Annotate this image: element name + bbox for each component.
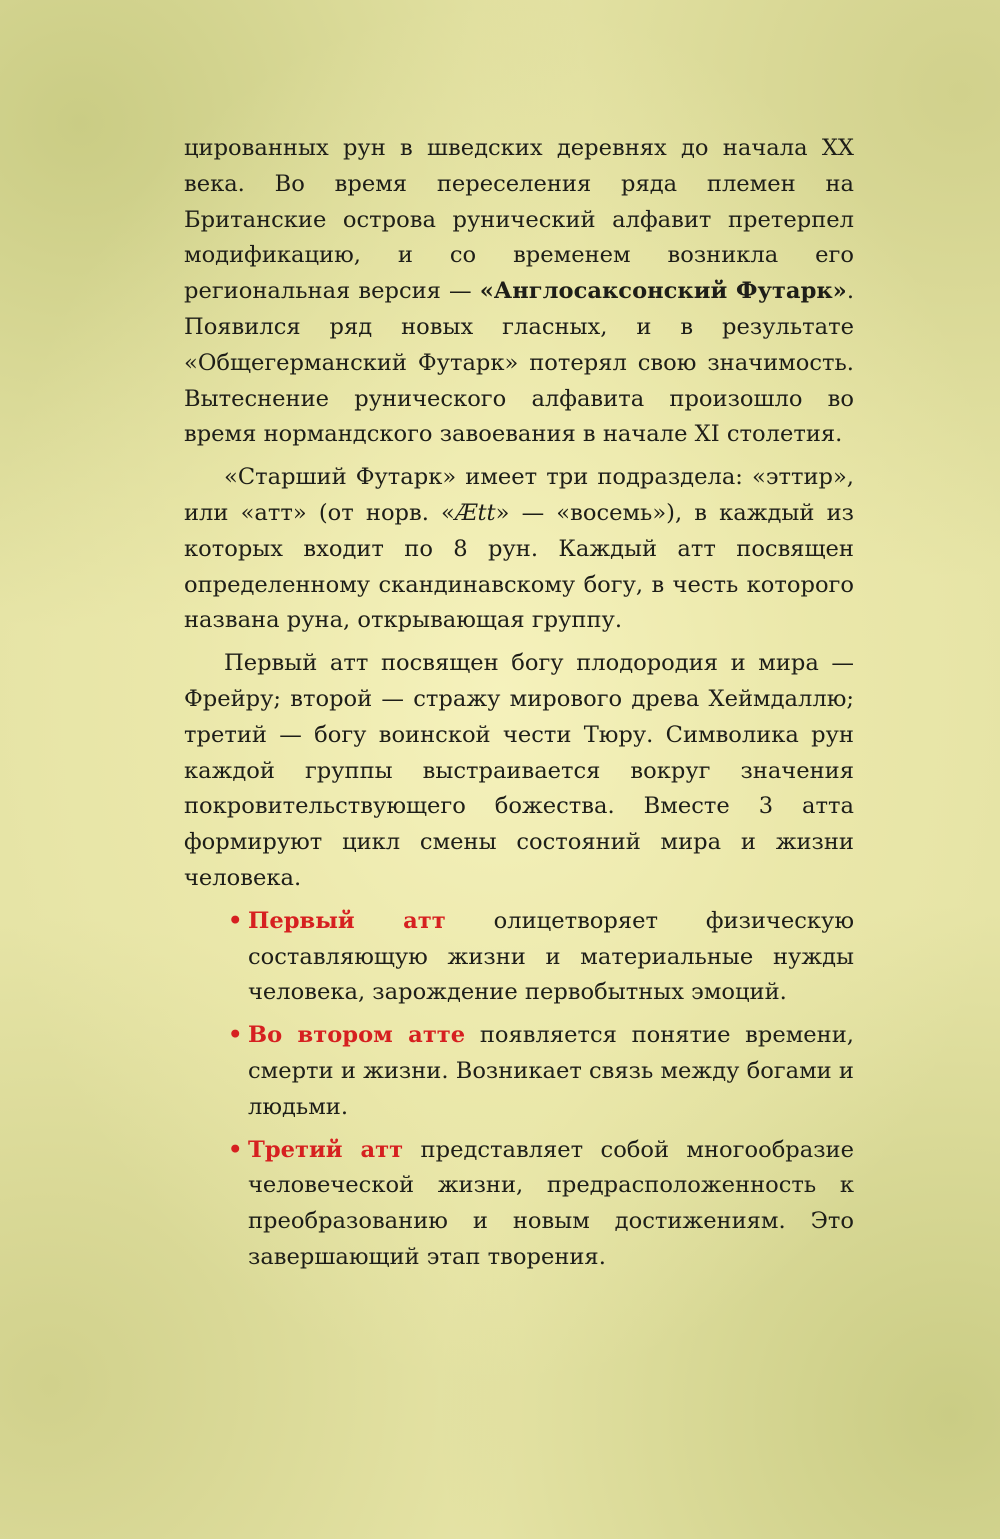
paragraph-2-text-a: «Старший Футарк» имеет три подраздела: «эттир», или «атт» (от норв. « (184, 464, 854, 526)
list-item-term: Во втором атте (248, 1022, 466, 1049)
paragraph-2-text-b: » — «восемь»), в каждый из которых входит по 8 рун. Каждый атт посвящен определенному скандинавскому богу, в честь которого названа руна, открывающая группу. (184, 499, 854, 634)
list-item (184, 1018, 854, 1125)
list-item-text: появляется понятие времени, смерти и жизни. Возникает связь между богами и людьми. (248, 1022, 854, 1120)
paragraph-1 (184, 131, 854, 453)
paragraph-1-text-a: цированных рун в шведских деревнях до начала XX века. Во время переселения ряда племен на Британские острова рунический алфавит претерпел модификацию, и со временем возникла его региональная версия — (184, 135, 854, 305)
list-item-term: Третий атт (248, 1136, 404, 1163)
paragraph-1-text-b: . Появился ряд новых гласных, и в результате «Общегерманский Футарк» потерял свою значимость. Вытеснение рунического алфавита произошло во время нормандского завоевания в начале XI столетия. (184, 278, 854, 448)
list-item-text: представляет собой многообразие человеческой жизни, предрасположенность к преобразованию и новым достижениям. Это завершающий этап творения. (248, 1136, 854, 1270)
bullet-icon: • (228, 907, 243, 934)
paragraph-3-text: Первый атт посвящен богу плодородия и мира — Фрейру; второй — стражу мирового древа Хеймдаллю; третий — богу воинской чести Тюру. Символика рун каждой группы выстраивается вокруг значения покровительствующего божества. Вместе 3 атта формируют цикл смены состояний мира и жизни человека. (184, 650, 854, 891)
list-item (184, 904, 854, 1011)
paragraph-2 (184, 460, 854, 639)
list-item-term: Первый атт (248, 907, 446, 934)
book-page (184, 131, 854, 1283)
bullet-icon: • (228, 1136, 243, 1163)
list-item-text: олицетворяет физическую составляющую жизни и материальные нужды человека, зарождение первобытных эмоций. (248, 907, 854, 1006)
aett-term: Ætt (454, 499, 496, 526)
paragraph-3 (184, 646, 854, 897)
aett-list (184, 904, 854, 1276)
anglo-saxon-futhark-term: «Англосаксонский Футарк» (479, 278, 847, 305)
bullet-icon: • (228, 1022, 243, 1049)
list-item (184, 1133, 854, 1276)
